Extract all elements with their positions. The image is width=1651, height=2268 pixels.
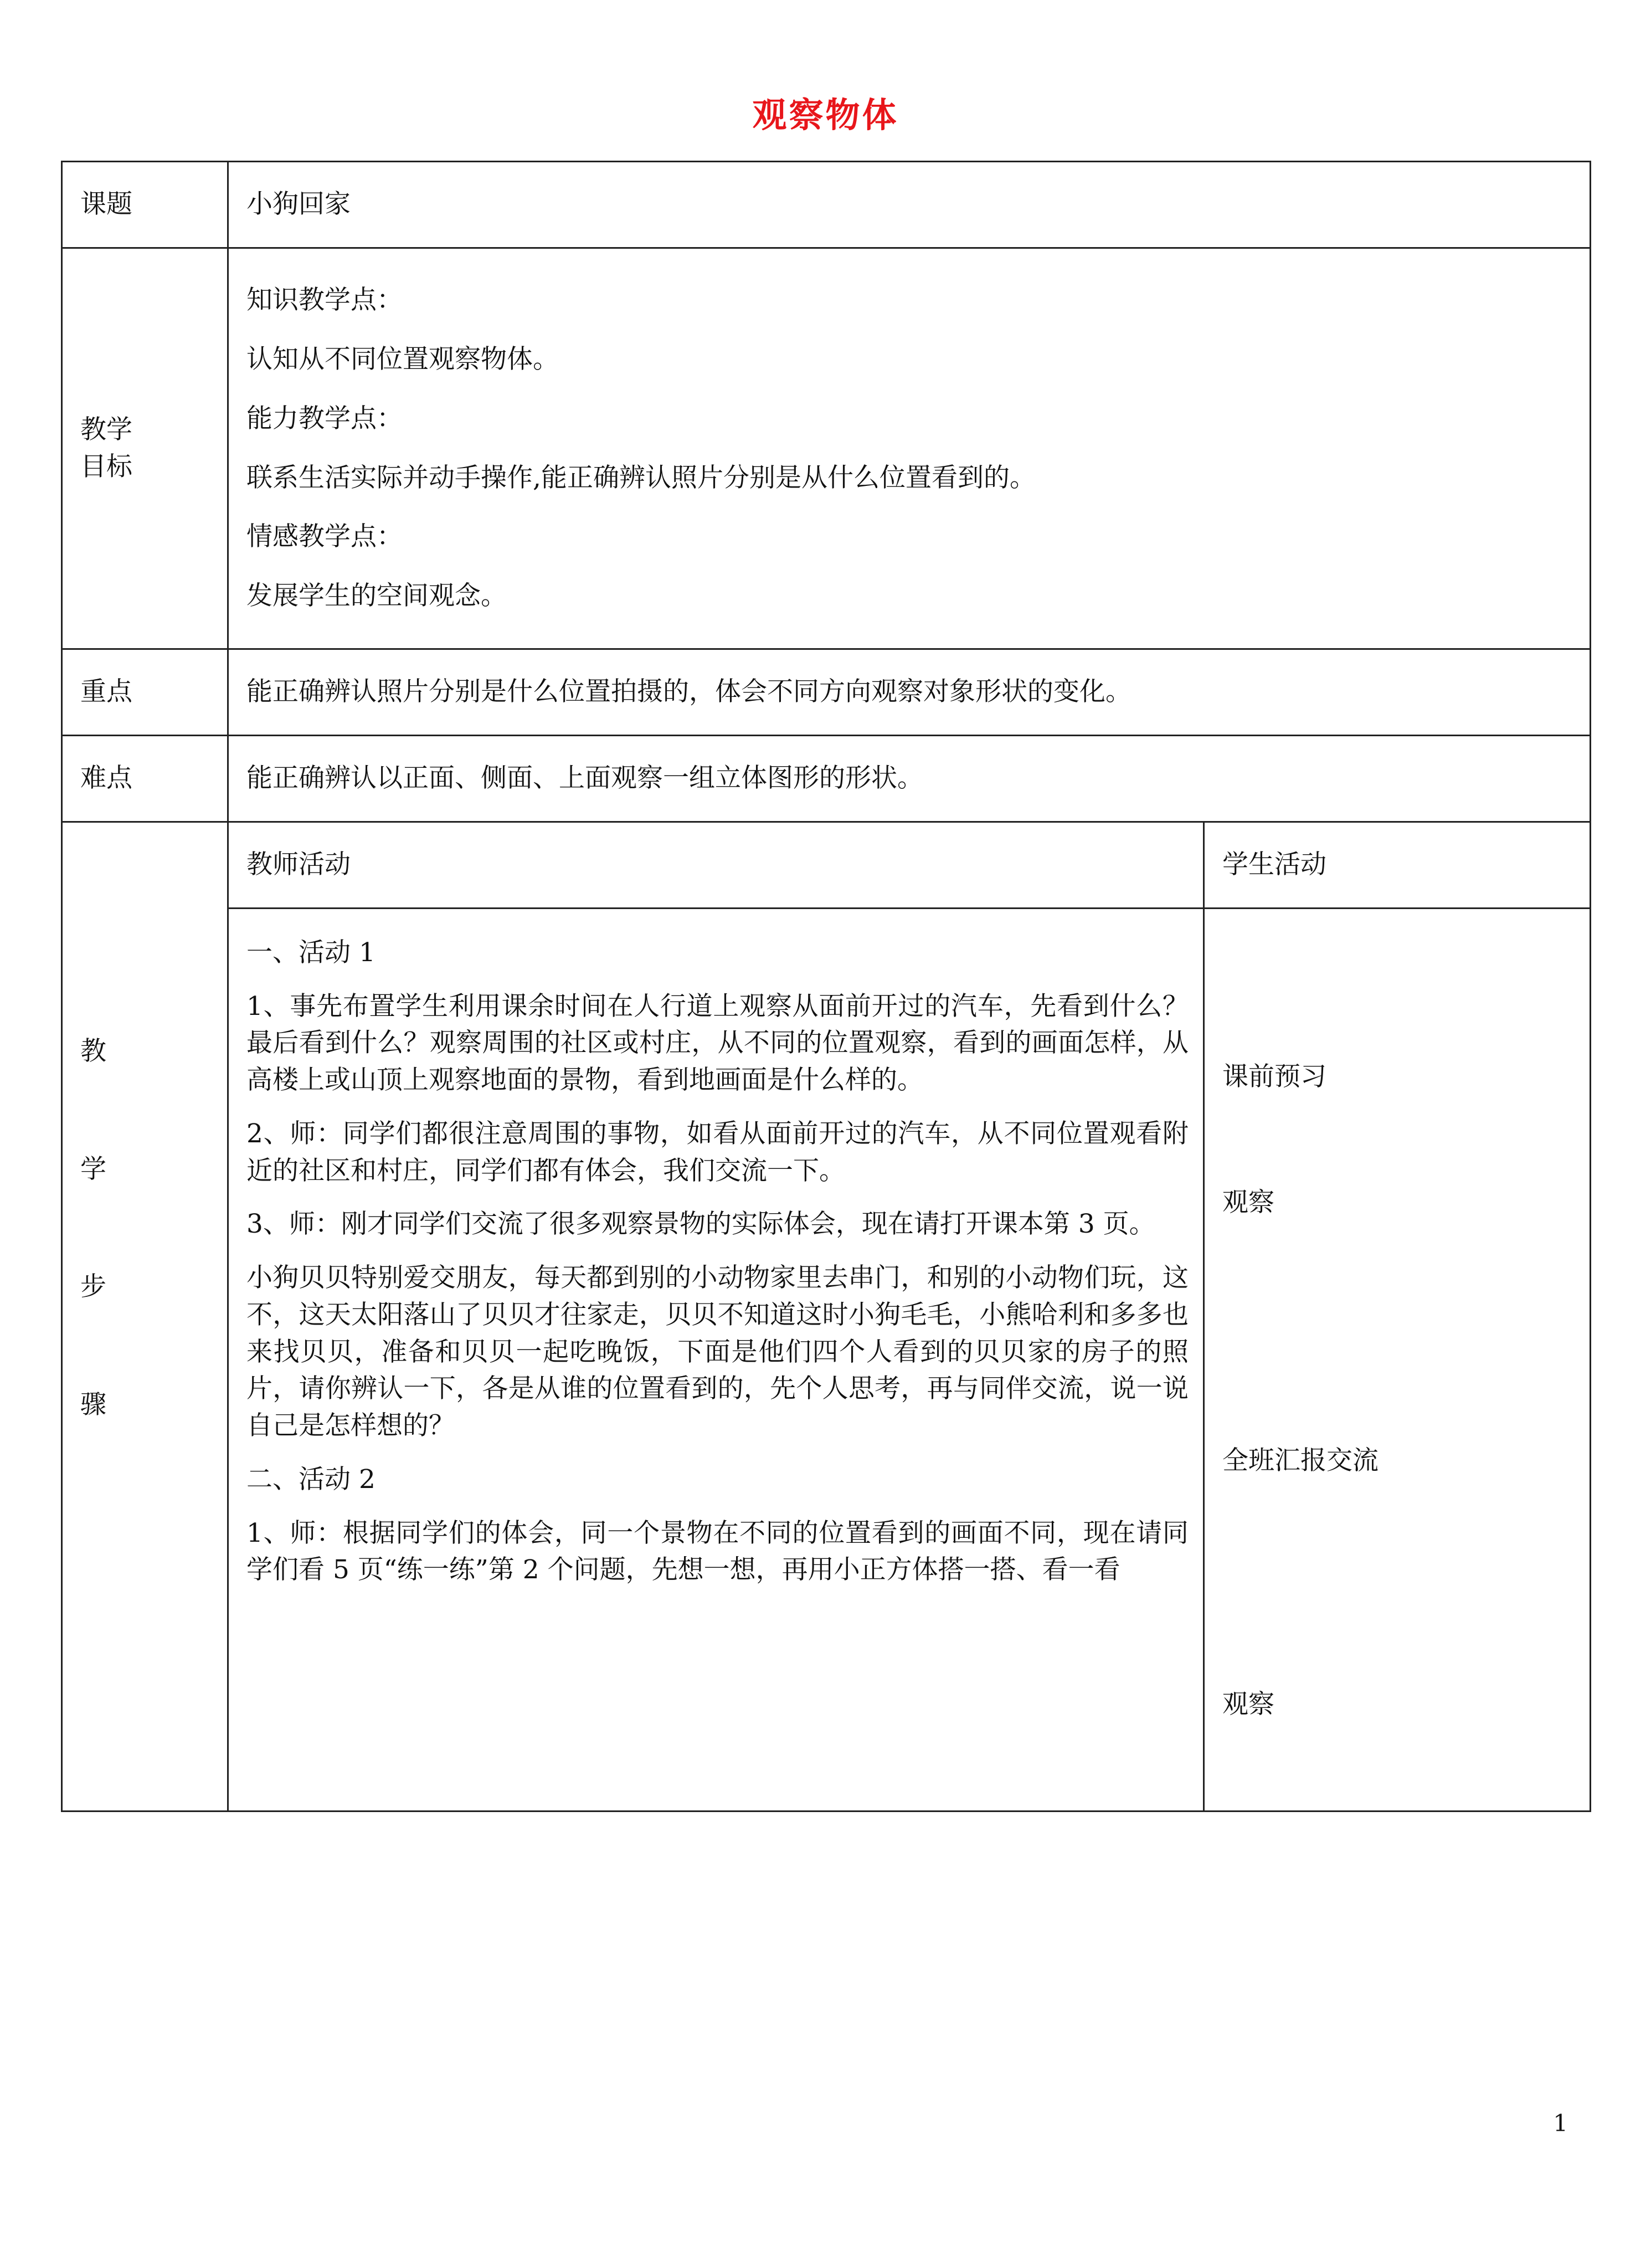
teacher-paragraph: 小狗贝贝特别爱交朋友，每天都到别的小动物家里去串门，和别的小动物们玩，这不，这天太阳落山了贝贝才往家走，贝贝不知道这时小狗毛毛，小熊哈利和多多也来找贝贝，准备和贝贝一起吃晚饭，下面是他们四个人看到的贝贝家的房子的照片，请你辨认一下，各是从谁的位置看到的，先个人思考，再与同伴交流，说一说自己是怎样想的？ bbox=[246, 1263, 1189, 1441]
student-activity-header: 学生活动 bbox=[1204, 822, 1591, 909]
key-point-value: 能正确辨认照片分别是什么位置拍摄的，体会不同方向观察对象形状的变化。 bbox=[228, 649, 1591, 736]
goal-item: 知识教学点： bbox=[246, 285, 403, 316]
table-row-steps-header bbox=[62, 822, 1591, 909]
student-note: 观察 bbox=[1222, 1187, 1274, 1218]
teacher-activity-header: 教师活动 bbox=[228, 822, 1204, 909]
goal-item: 情感教学点： bbox=[246, 521, 403, 552]
lesson-plan-table bbox=[61, 161, 1591, 1812]
goal-item: 能力教学点： bbox=[246, 403, 403, 434]
table-row-key-point bbox=[62, 649, 1591, 736]
teacher-activity-content bbox=[228, 909, 1204, 1812]
student-note: 观察 bbox=[1222, 1689, 1274, 1720]
teacher-paragraph: 2、师：同学们都很注意周围的事物，如看从面前开过的汽车，从不同位置观看附近的社区和村庄，同学们都有体会，我们交流一下。 bbox=[246, 1118, 1189, 1186]
teacher-paragraph: 1、师：根据同学们的体会，同一个景物在不同的位置看到的画面不同，现在请同学们看 5 页“练一练”第 2 个问题，先想一想，再用小正方体搭一搭、看一看 bbox=[246, 1517, 1189, 1585]
goal-item: 联系生活实际并动手操作,能正确辨认照片分别是从什么位置看到的。 bbox=[246, 462, 1036, 493]
table-row-steps-body bbox=[62, 909, 1591, 1812]
teacher-paragraph: 1、事先布置学生利用课余时间在人行道上观察从面前开过的汽车，先看到什么？最后看到什么？观察周围的社区或村庄，从不同的位置观察，看到的画面怎样，从高楼上或山顶上观察地面的景物，看到地画面是什么样的。 bbox=[246, 991, 1189, 1096]
steps-label-char: 学 bbox=[80, 1153, 106, 1184]
page-title: 观察物体 bbox=[752, 95, 899, 135]
teacher-paragraph: 二、活动 2 bbox=[246, 1464, 376, 1495]
table-row-difficulty bbox=[62, 736, 1591, 822]
difficulty-label: 难点 bbox=[62, 736, 228, 822]
table-row-goals bbox=[62, 248, 1591, 649]
student-note: 课前预习 bbox=[1222, 1061, 1326, 1092]
goals-label-line1: 教学 bbox=[80, 414, 132, 445]
topic-value: 小狗回家 bbox=[228, 162, 1591, 248]
goals-label-line2: 目标 bbox=[80, 451, 132, 482]
steps-label-char: 教 bbox=[80, 1036, 106, 1066]
goal-item: 发展学生的空间观念。 bbox=[246, 580, 507, 611]
teacher-paragraph: 一、活动 1 bbox=[246, 937, 376, 968]
steps-label-char: 骤 bbox=[80, 1389, 106, 1420]
goal-item: 认知从不同位置观察物体。 bbox=[246, 344, 559, 375]
topic-label: 课题 bbox=[62, 162, 228, 248]
difficulty-value: 能正确辨认以正面、侧面、上面观察一组立体图形的形状。 bbox=[228, 736, 1591, 822]
page-number: 1 bbox=[1553, 2110, 1568, 2137]
goals-label bbox=[62, 248, 228, 649]
key-point-label: 重点 bbox=[62, 649, 228, 736]
student-activity-content bbox=[1204, 909, 1591, 1812]
steps-label-char: 步 bbox=[80, 1271, 106, 1302]
steps-label bbox=[62, 822, 228, 1812]
teacher-paragraph: 3、师：刚才同学们交流了很多观察景物的实际体会，现在请打开课本第 3 页。 bbox=[246, 1209, 1155, 1240]
goals-content bbox=[228, 248, 1591, 649]
student-note: 全班汇报交流 bbox=[1222, 1445, 1379, 1476]
table-row-topic bbox=[62, 162, 1591, 248]
